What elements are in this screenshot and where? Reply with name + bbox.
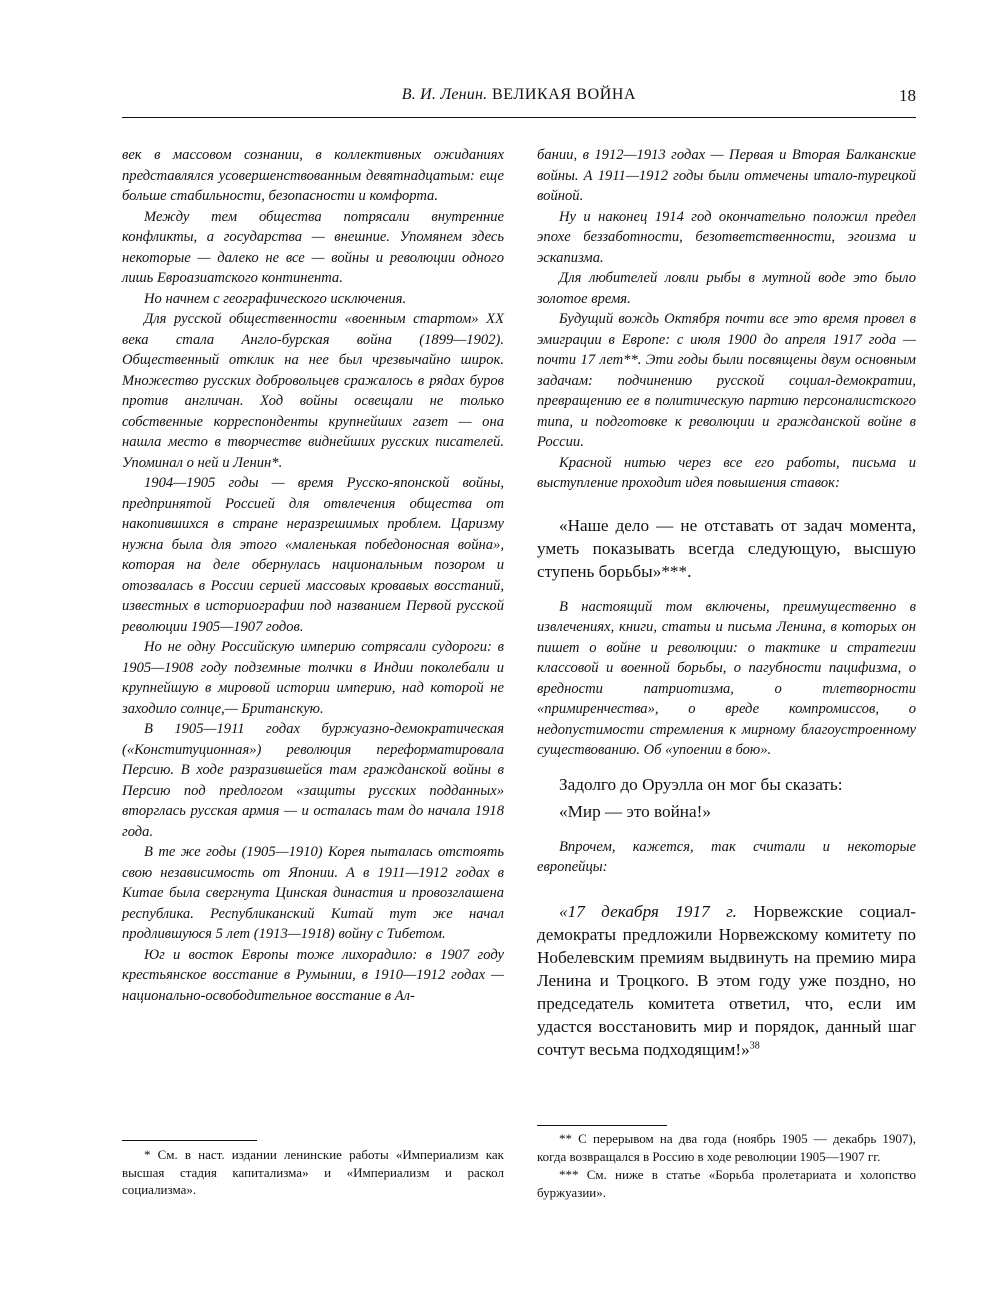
page-number: 18 — [899, 86, 916, 105]
paragraph: 1904—1905 годы — время Русско-японской войны, предпринятой Россией для отвлечения общества от накопившихся в стране неразрешимых проблем. Царизму нужна была для этого «маленькая победоносная война», которая на деле обернулась национальным позором и отозвалась в России серией массовых кровавых восстаний, известных в историографии под названием Первой русской революции 1905—1907 годов. — [122, 475, 504, 635]
quotation — [537, 900, 916, 1061]
paragraph: Впрочем, кажется, так считали и некоторые европейцы: — [537, 838, 916, 875]
running-header — [122, 86, 916, 108]
footnote: * См. в наст. издании ленинские работы «Империализм как высшая стадия капитализма» и «Империализм и раскол социализма». — [122, 1147, 504, 1197]
quotation-body: Норвежские социал-демократы предложили Норвежскому комитету по Нобелевским премиям выдвинуть на премию мира Ленина и Троцкого. В этом году уже поздно, но председатель комитета ответил, что, если им удастся восстановить мир и порядок, данный шаг сочтут весьма подходящим!» — [537, 901, 917, 1059]
quotation: «Мир — это война!» — [559, 801, 711, 821]
footnote-divider — [122, 1140, 257, 1141]
quotation-date: «17 декабря 1917 г. — [559, 901, 737, 921]
paragraph: Но начнем с географического исключения. — [144, 290, 407, 307]
paragraph: В те же годы (1905—1910) Корея пыталась отстоять свою независимость от Японии. А в 1911—1912 годах в Китае была свергнута Цинская династия и провозглашена республика. Республиканский Китай тут же начал продлившуюся 5 лет (1913—1918) войну с Тибетом. — [122, 844, 504, 942]
paragraph: Но не одну Российскую империю сотрясали судороги: в 1905—1908 году подземные толчки в Индии поколебали и крупнейшую в мировой истории империю, над которой не заходило солнце,— Британскую. — [122, 639, 504, 717]
paragraph: век в массовом сознании, в коллективных ожиданиях представлялся усовершенствованным девятнадцатым: еще больше стабильности, безопасности и комфорта. — [122, 147, 504, 204]
header-title — [122, 86, 916, 104]
paragraph: Между тем общества потрясали внутренние конфликты, а государства — внешние. Упомянем здесь некоторые — далеко не все — войны и революции одного лишь Евроазиатского континента. — [122, 208, 504, 286]
endnote-ref: 38 — [749, 1039, 760, 1051]
paragraph: В 1905—1911 годах буржуазно-демократическая («Конституционная») революция переформатировала Персию. В ходе разразившейся там гражданской войны в Персию под предлогом «защиты русских подданных» вторглась русская армия — и осталась там до начала 1918 года. — [122, 721, 504, 840]
left-column — [122, 145, 504, 1006]
header-divider — [122, 117, 916, 118]
paragraph: Будущий вождь Октября почти все это время провел в эмиграции в Европе: с июля 1900 до апреля 1917 года — почти 17 лет**. Эти годы были посвящены двум основным задачам: подчинению русской социал-демократии, превращению ее в политическую партию персоналистского типа, и подготовке к революции и гражданской войне в России. — [537, 311, 916, 450]
footnote-divider — [537, 1125, 667, 1126]
paragraph: Для русской общественности «военным стартом» XX века стала Англо-бурская война (1899—1902). Общественный отклик на нее был чрезвычайно широк. Множество русских добровольцев сражалось в рядах буров против англичан. Ход войны освещали не только собственные корреспонденты крупнейших газет — она нашла место в творчестве виднейших русских писателей. Упоминал о ней и Ленин*. — [122, 311, 504, 471]
footnote: ** С перерывом на два года (ноябрь 1905 — декабрь 1907), когда возвращался в Россию в ходе революции 1905—1907 гг. — [537, 1131, 916, 1164]
quotation: Задолго до Оруэлла он мог бы сказать: — [559, 774, 843, 794]
header-book-title: ВЕЛИКАЯ ВОЙНА — [491, 86, 637, 103]
paragraph: Красной нитью через все его работы, письма и выступление проходит идея повышения ставок: — [537, 454, 916, 491]
right-column — [537, 145, 916, 1061]
header-author: В. И. Ленин. — [401, 86, 488, 103]
paragraph: бании, в 1912—1913 годах — Первая и Вторая Балканские войны. А 1911—1912 годы были отмечены итало-турецкой войной. — [537, 147, 916, 204]
quotation: «Наше дело — не отставать от задач момента, уметь показывать всегда следующую, высшую ступень борьбы»***. — [537, 515, 916, 581]
paragraph: Юг и восток Европы тоже лихорадило: в 1907 году крестьянское восстание в Румынии, в 1910—1912 годах — национально-освободительное восстание в Ал- — [122, 946, 504, 1004]
paragraph: В настоящий том включены, преимущественно в извлечениях, книги, статьи и письма Ленина, в которых он пишет о войне и революции: о тактике и стратегии классовой и военной борьбы, о пагубности пацифизма, о вредности патриотизма, о тлетворности «примиренчества», о вреде компромиссов, о недопустимости стремления к мирному благоустроенному существованию. Об «упоении в бою». — [537, 598, 916, 758]
paragraph: Для любителей ловли рыбы в мутной воде это было золотое время. — [537, 270, 916, 307]
footnote: *** См. ниже в статье «Борьба пролетариата и холопство буржуазии». — [537, 1167, 916, 1200]
paragraph: Ну и наконец 1914 год окончательно положил предел эпохе беззаботности, безответственности, эгоизма и эскапизма. — [537, 208, 916, 266]
